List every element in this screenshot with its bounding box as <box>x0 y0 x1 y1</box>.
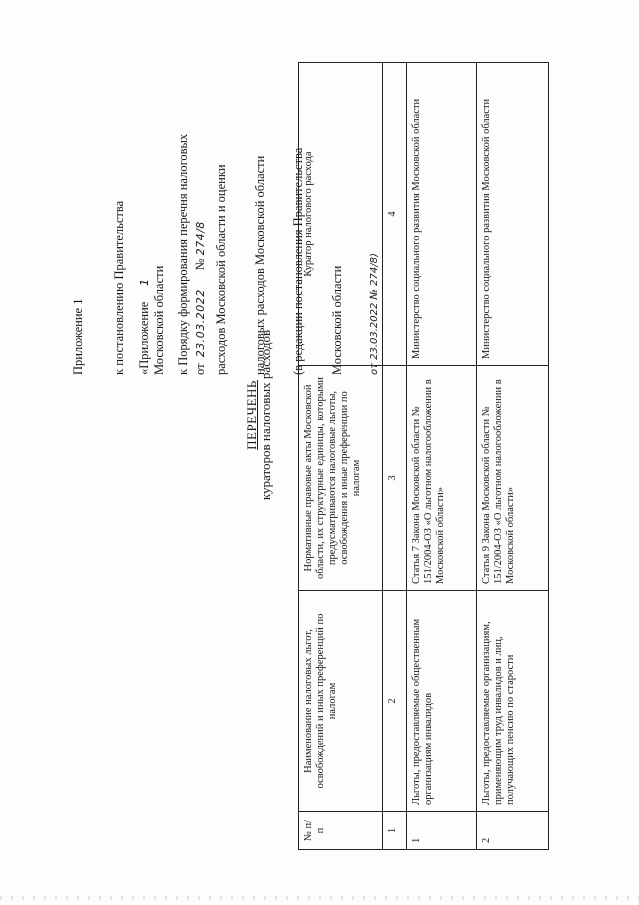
column-number: 3 <box>383 366 407 591</box>
appendix-line-3: Московской области <box>152 265 166 375</box>
annex-line-1-number: 1 <box>137 279 151 287</box>
header-cell: Наименование налоговых льгот, освобождений и иных преференций по налогам <box>299 591 383 812</box>
annex-line-2: к Порядку формирования перечня налоговых <box>175 133 190 375</box>
curator: Министерство социального развития Московской области <box>407 63 477 366</box>
header-cell: Нормативные правовые акты Московской области, их структурные единицы, которыми предусматриваются налоговые льготы, освобождения и иные преференции по налогам <box>299 366 383 591</box>
annex-line-1-prefix: «Приложение <box>136 301 151 375</box>
curator: Министерство социального развития Московской области <box>477 63 549 366</box>
annex-line-4: налоговых расходов Московской области <box>252 155 267 375</box>
curators-table <box>298 62 549 850</box>
annex-line-1 <box>138 134 152 375</box>
document-title-block <box>245 265 273 565</box>
benefit-name: Льготы, предоставляемые организациям, применяющим труд инвалидов и лиц, получающих пенсию по старости <box>477 591 549 812</box>
column-number: 2 <box>383 591 407 812</box>
date-prefix: от <box>192 363 207 375</box>
row-number: 1 <box>407 812 477 850</box>
number-prefix: № <box>192 258 207 271</box>
appendix-line-2: к постановлению Правительства <box>111 200 126 375</box>
date-value: 23.03.2022 <box>193 289 207 358</box>
header-cell: № п/п <box>299 812 383 850</box>
table-header-row <box>299 63 383 850</box>
document-title: ПЕРЕЧЕНЬ <box>244 380 259 450</box>
table-row <box>407 63 477 850</box>
appendix-line-1: Приложение 1 <box>71 298 85 375</box>
annex-line-6: Московской области <box>329 265 344 375</box>
annex-line-7: от 23.03.2022 № 274/8) <box>368 253 380 375</box>
table-row <box>477 63 549 850</box>
document-subtitle: кураторов налоговых расходов <box>258 329 273 501</box>
header-cell: Куратор налогового расхода <box>299 63 383 366</box>
annex-line-3: расходов Московской области и оценки <box>214 164 229 375</box>
column-number-row <box>383 63 407 850</box>
legal-act: Статья 7 Закона Московской области № 151/2004-ОЗ «О льготном налогообложении в Московской области» <box>407 366 477 591</box>
column-number: 1 <box>383 812 407 850</box>
benefit-name: Льготы, предоставляемые общественным организациям инвалидов <box>407 591 477 812</box>
scan-artifact <box>0 896 639 900</box>
column-number: 4 <box>383 63 407 366</box>
legal-act: Статья 9 Закона Московской области № 151/2004-ОЗ «О льготном налогообложении в Московской области» <box>477 366 549 591</box>
annex-line-5: (в редакции постановления Правительства <box>291 147 306 375</box>
row-number: 2 <box>477 812 549 850</box>
number-value: 274/8 <box>193 221 207 256</box>
